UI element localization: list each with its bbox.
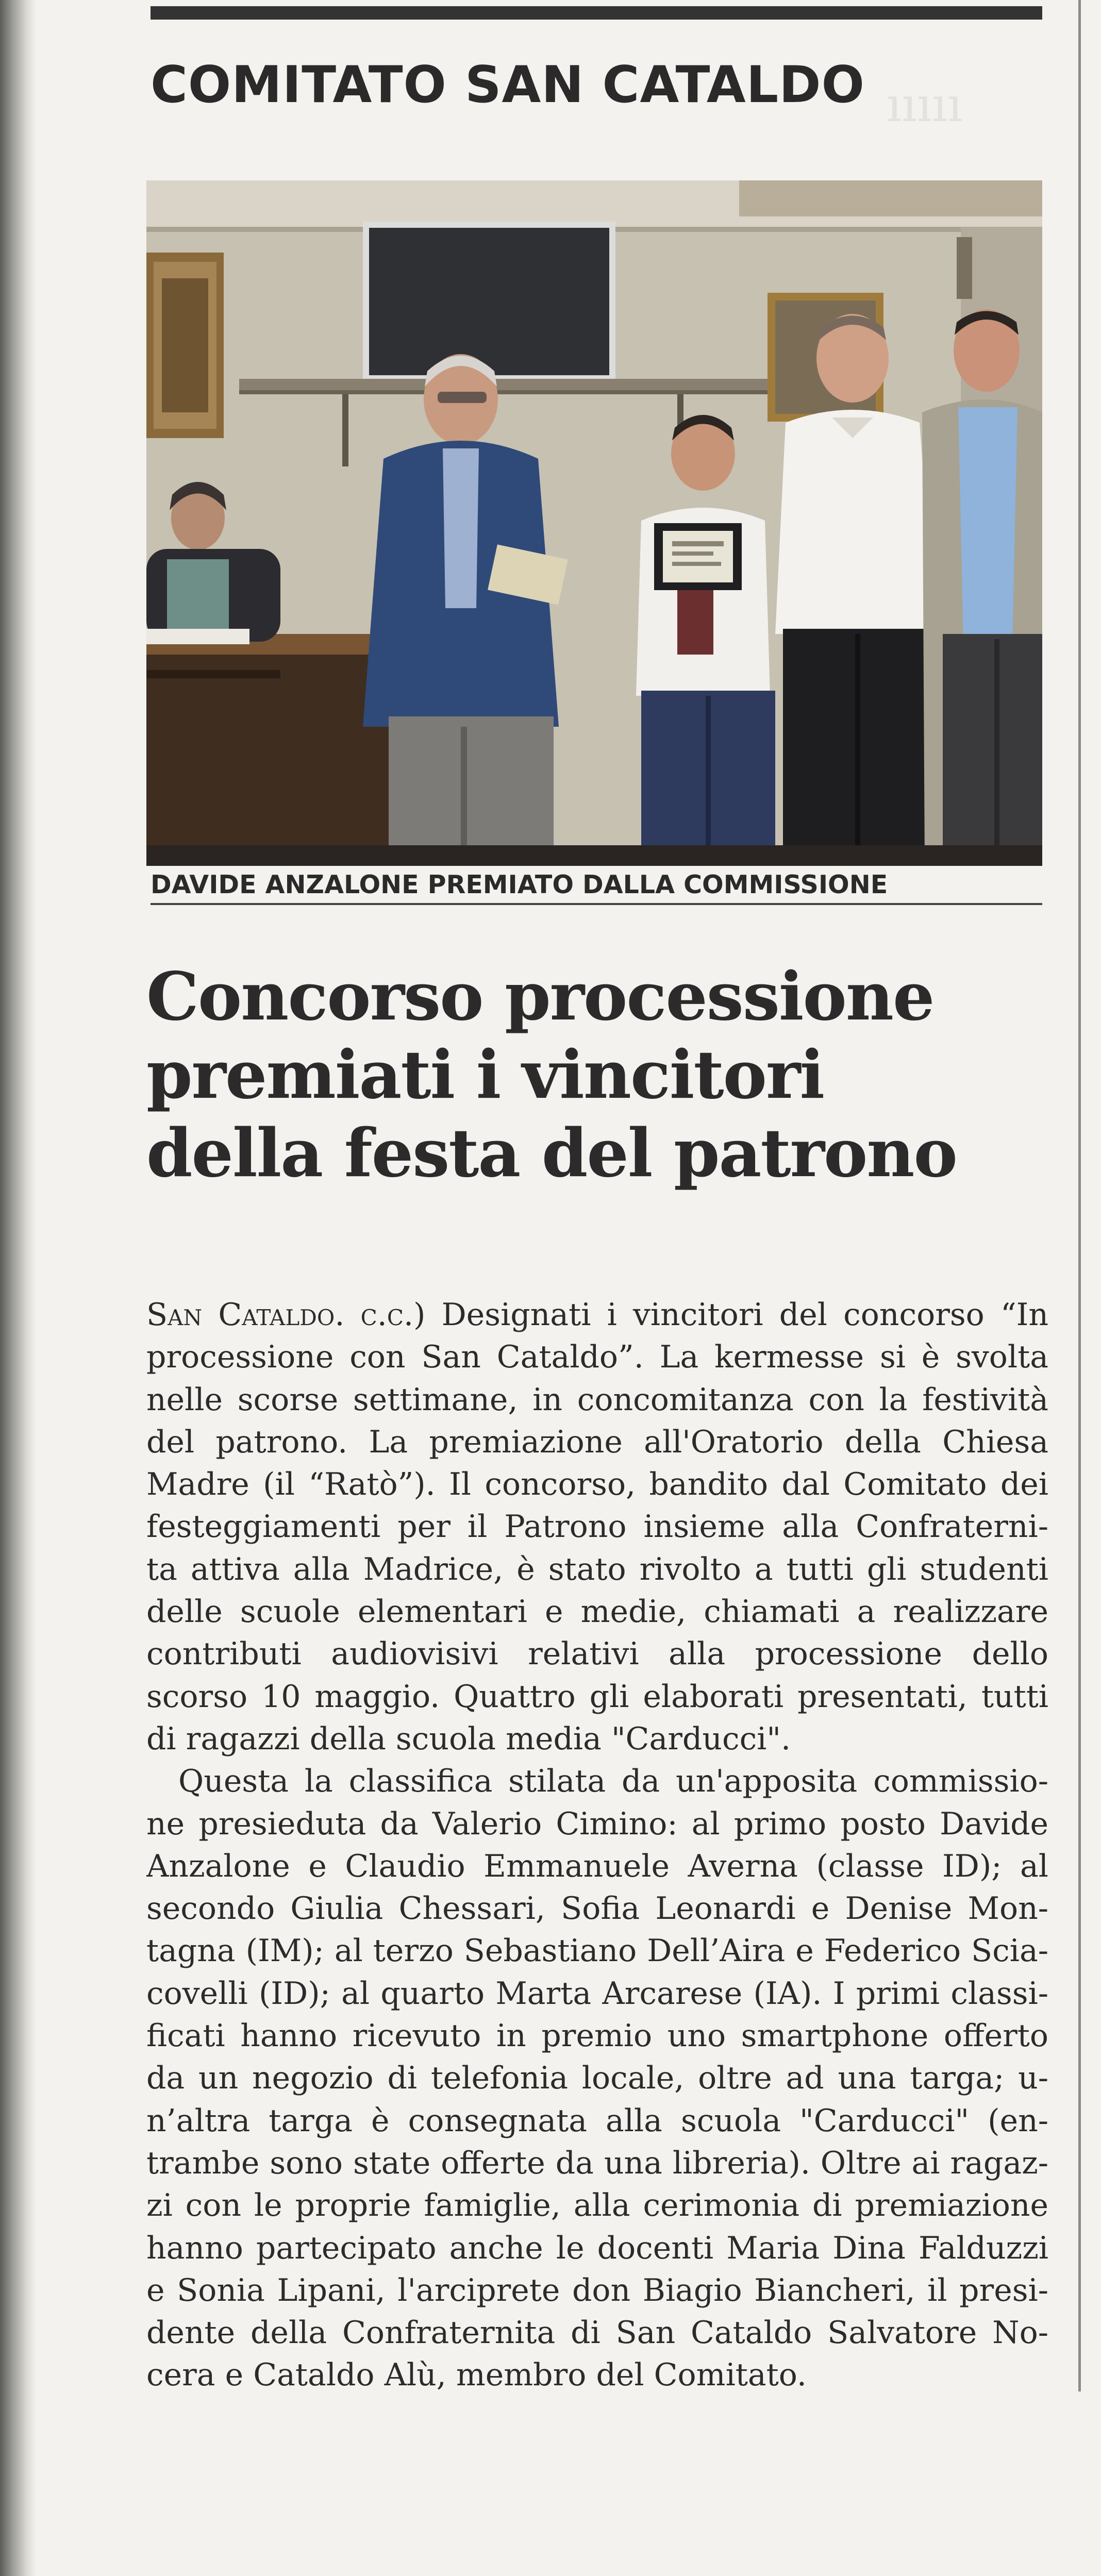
article-line: processione con San Cataldo”. La kermesse si è svolta bbox=[146, 1339, 1048, 1376]
article-line-text: Designati i vincitori del concorso “In bbox=[425, 1297, 1048, 1333]
article-line: contributi audiovisivi relativi alla processione dello bbox=[146, 1636, 1048, 1672]
article-line: tagna (IM); al terzo Sebastiano Dell’Aira e Federico Scia- bbox=[146, 1933, 1048, 1969]
article-line: Anzalone e Claudio Emmanuele Averna (classe ID); al bbox=[146, 1848, 1048, 1884]
article-line: dente della Confraternita di San Cataldo Salvatore No- bbox=[146, 2315, 1048, 2351]
article-line: zi con le proprie famiglie, alla cerimonia di premiazione bbox=[146, 2187, 1048, 2224]
article-line: Madre (il “Ratò”). Il concorso, bandito dal Comitato dei bbox=[146, 1466, 1048, 1503]
article-line: covelli (ID); al quarto Marta Arcarese (IA). I primi classi- bbox=[146, 1975, 1048, 2012]
article-line: delle scuole elementari e medie, chiamati a realizzare bbox=[146, 1594, 1048, 1630]
bleed-through-text: ııııı bbox=[887, 77, 963, 132]
article-line: hanno partecipato anche le docenti Maria Dina Falduzzi bbox=[146, 2230, 1048, 2266]
caption-rule bbox=[151, 903, 1042, 905]
article-line: da un negozio di telefonia locale, oltre ad una targa; u- bbox=[146, 2060, 1048, 2097]
headline bbox=[146, 958, 1064, 1193]
headline-line: della festa del patrono bbox=[146, 1115, 957, 1192]
article-line: secondo Giulia Chessari, Sofia Leonardi e Denise Mon- bbox=[146, 1891, 1048, 1927]
article-line: ficati hanno ricevuto in premio uno smartphone offerto bbox=[146, 2018, 1048, 2054]
article-line: nelle scorse settimane, in concomitanza con la festività bbox=[146, 1381, 1048, 1418]
article-line: Questa la classifica stilata da un'apposita commissio- bbox=[178, 1763, 1048, 1800]
section-kicker: COMITATO SAN CATALDO bbox=[151, 56, 865, 114]
article-line: ne presieduta da Valerio Cimino: al primo posto Davide bbox=[146, 1805, 1048, 1842]
article-line bbox=[146, 1294, 1048, 1336]
photo-caption: DAVIDE ANZALONE PREMIATO DALLA COMMISSIONE bbox=[151, 870, 888, 899]
headline-line: premiati i vincitori bbox=[146, 1036, 824, 1114]
photo-illustration bbox=[146, 180, 1042, 866]
article-photo bbox=[146, 180, 1042, 866]
article-line: del patrono. La premiazione all'Oratorio della Chiesa bbox=[146, 1424, 1048, 1460]
top-rule bbox=[151, 6, 1042, 20]
scan-binding-shadow bbox=[0, 0, 36, 2576]
article-line: trambe sono state offerte da una libreria). Oltre ai ragaz- bbox=[146, 2145, 1048, 2181]
article-line: e Sonia Lipani, l'arciprete don Biagio Biancheri, il presi- bbox=[146, 2272, 1048, 2309]
dateline: San Cataldo. c.c.) bbox=[146, 1297, 426, 1333]
headline-line: Concorso processione bbox=[146, 958, 934, 1035]
article-line: di ragazzi della scuola media "Carducci". bbox=[146, 1720, 791, 1757]
article-body bbox=[146, 1294, 1048, 2397]
article-line: ta attiva alla Madrice, è stato rivolto a tutti gli studenti bbox=[146, 1551, 1048, 1587]
article-line: festeggiamenti per il Patrono insieme alla Confraterni- bbox=[146, 1509, 1048, 1545]
article-line: scorso 10 maggio. Quattro gli elaborati presentati, tutti bbox=[146, 1678, 1048, 1715]
column-rule bbox=[1078, 0, 1081, 2391]
article-line: cera e Cataldo Alù, membro del Comitato. bbox=[146, 2357, 807, 2394]
article-line: n’altra targa è consegnata alla scuola "Carducci" (en- bbox=[146, 2102, 1048, 2139]
